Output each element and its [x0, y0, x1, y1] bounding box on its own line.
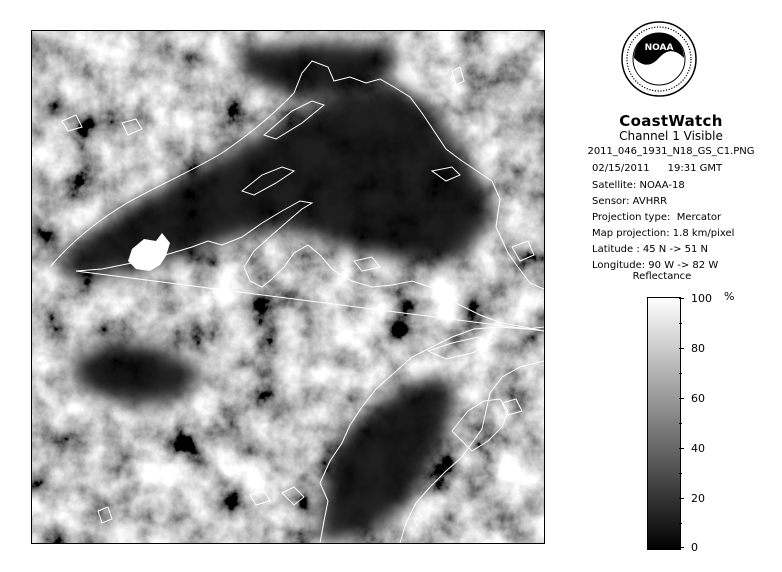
colorbar-tick	[679, 398, 684, 399]
colorbar-tick	[679, 547, 684, 548]
filename-label: 2011_046_1931_N18_GS_C1.PNG	[587, 146, 755, 157]
meta-projection-type: Projection type: Mercator	[592, 212, 722, 223]
time-label: 19:31 GMT	[667, 163, 723, 174]
brand-title: CoastWatch	[619, 112, 723, 130]
colorbar-label-60: 60	[691, 392, 705, 405]
colorbar-label-0: 0	[691, 541, 698, 554]
colorbar-tick	[679, 348, 684, 349]
colorbar-label-40: 40	[691, 442, 705, 455]
date-label: 02/15/2011	[592, 163, 650, 174]
meta-latitude: Latitude : 45 N -> 51 N	[592, 244, 709, 255]
colorbar-tick	[679, 448, 684, 449]
cloud-texture	[32, 31, 544, 543]
colorbar-minor-tick	[679, 423, 682, 424]
channel-label: Channel 1 Visible	[619, 129, 723, 143]
colorbar-label-80: 80	[691, 342, 705, 355]
noaa-logo	[620, 20, 698, 98]
colorbar-minor-tick	[679, 523, 682, 524]
logo-text: NOAA	[644, 43, 674, 53]
colorbar-tick	[679, 498, 684, 499]
colorbar-label-100: 100	[691, 292, 712, 305]
reflectance-colorbar	[647, 297, 681, 550]
satellite-image	[31, 30, 545, 544]
colorbar-label-20: 20	[691, 492, 705, 505]
meta-longitude: Longitude: 90 W -> 82 W	[592, 260, 719, 271]
colorbar-minor-tick	[679, 373, 682, 374]
colorbar-unit: %	[724, 290, 735, 303]
meta-map-projection: Map projection: 1.8 km/pixel	[592, 228, 735, 239]
colorbar-minor-tick	[679, 323, 682, 324]
meta-satellite: Satellite: NOAA-18	[592, 180, 685, 191]
colorbar-tick	[679, 298, 684, 299]
colorbar-title: Reflectance	[632, 271, 692, 282]
meta-sensor: Sensor: AVHRR	[592, 196, 668, 207]
datetime-row	[592, 163, 722, 174]
colorbar-minor-tick	[679, 473, 682, 474]
